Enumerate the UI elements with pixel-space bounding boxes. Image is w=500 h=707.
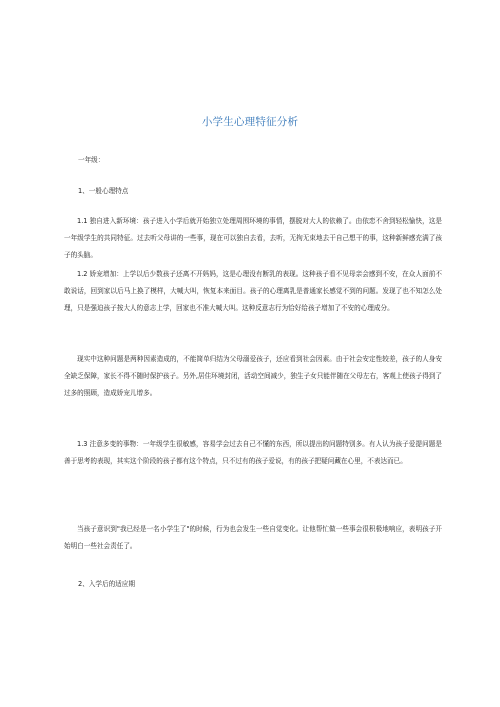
paragraph-attention: 1.3 注意多变的事物：一年级学生很敏感，容易学会过去自己不懂的东西，所以提出的问题特别多。有人认为孩子爱提问题是善于思考的表现，其实这个阶段的孩子都有这个特点，只不过有的孩子爱说，有的孩子把疑问藏在心里，不表达而已。 [64, 440, 442, 465]
section-heading-general-traits: 1、一般心理特点 [78, 187, 129, 195]
paragraph-responsibility: 当孩子意识到"我已经是一名小学生了"的时候，行为也会发生一些自觉变化。让他帮忙做一些事会很积极地响应，表明孩子开始明白一些社会责任了。 [64, 525, 442, 550]
paragraph-causes: 现实中这种问题是两种因素造成的，不能简单归结为父母溺爱孩子，还应看到社会因素。由于社会安定性较差，孩子的人身安全缺乏保障，家长不得不随时保护孩子。另外,居住环境封闭，活动空间减少，独生子女只能伴随在父母左右，客观上使孩子得到了过多的照顾，造成娇宠儿增多。 [64, 355, 442, 397]
section-heading-adaptation: 2、入学后的适应期 [78, 580, 135, 588]
document-title: 小学生心理特征分析 [201, 116, 299, 128]
paragraph-new-environment: 1.1 独自进入新环境：孩子进入小学后就开始独立处理周围环境的事情，摆脱对大人的依赖了。由依恋不舍到轻松愉快，这是一年级学生的共同特征。过去听父母讲的一些事，现在可以独自去看，去听，无拘无束地去干自己想干的事，这种新鲜感充满了孩子的头脑。 [64, 217, 442, 259]
grade-heading: 一年级： [78, 156, 105, 164]
paragraph-pampering: 1.2 娇宠增加：上学以后少数孩子还离不开妈妈，这是心理没有断乳的表现。这种孩子看不见母亲会感到不安，在众人面前不敢说话，回到家以后马上换了模样，大喊大叫，恢复本来面目。孩子的心理离乳是普通家长感觉不到的问题。发现了也不知怎么处理，只是强迫孩子按大人的意志上学，回家也不准大喊大叫。这种反意志行为恰好给孩子增加了不安的心理成分。 [64, 270, 442, 312]
